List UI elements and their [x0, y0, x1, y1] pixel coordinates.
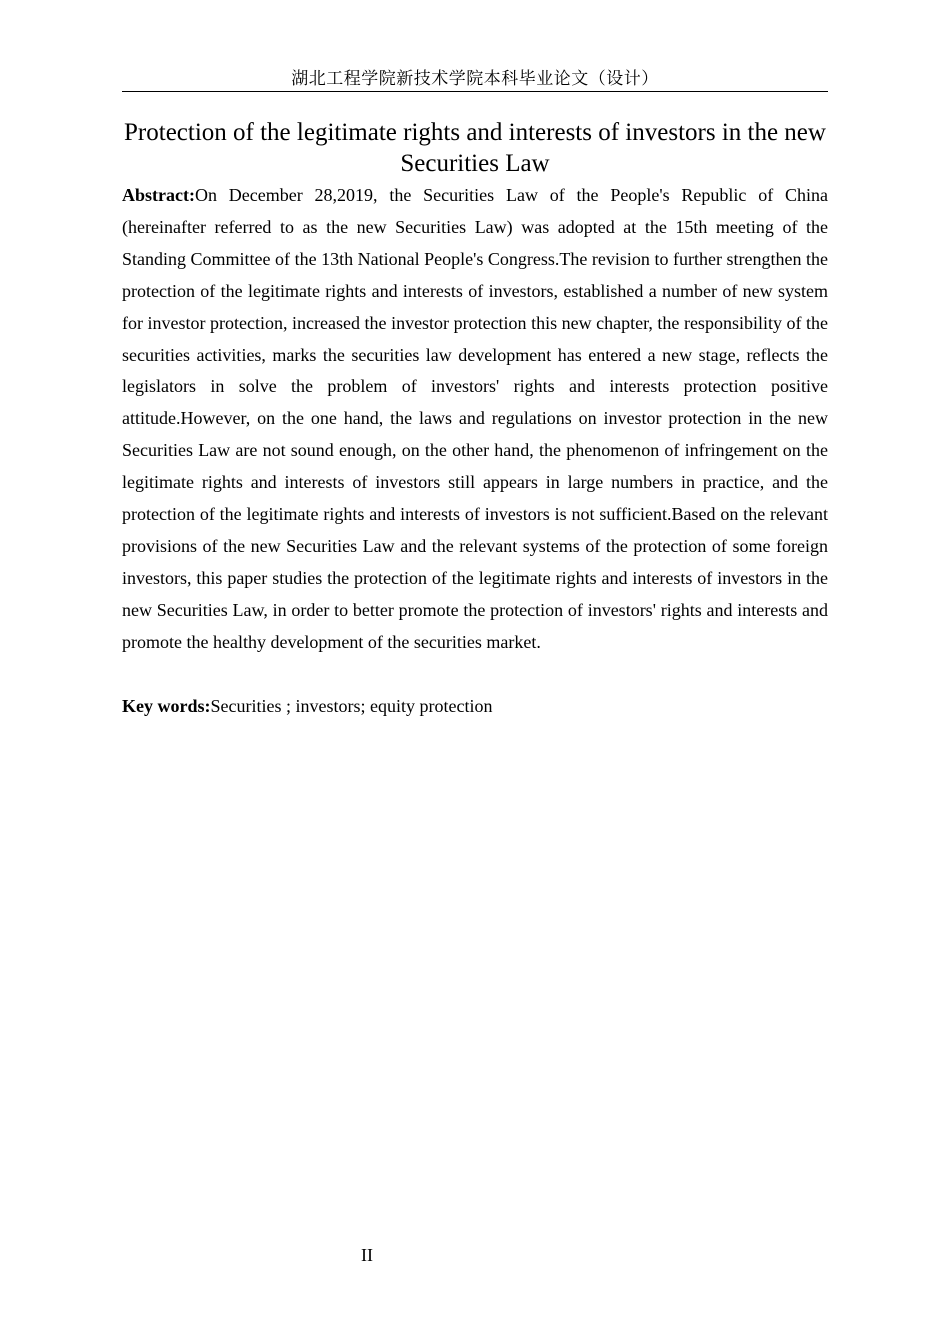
keywords-label: Key words:	[122, 696, 211, 716]
abstract-text: On December 28,2019, the Securities Law of the People's Republic of China (hereinafter referred to as the new Securities Law) was adopted at the 15th meeting of the Standing Committee of the 13th National People's Congress.The revision to further strengthen the protection of the legitimate rights and interests of investors, established a number of new system for investor protection, increased the investor protection this new chapter, the responsibility of the securities activities, marks the securities law development has entered a new stage, reflects the legislators in solve the problem of investors' rights and interests protection positive attitude.However, on the one hand, the laws and regulations on investor protection in the new Securities Law are not sound enough, on the other hand, the phenomenon of infringement on the legitimate rights and interests of investors still appears in large numbers in practice, and the protection of the legitimate rights and interests of investors is not sufficient.Based on the relevant provisions of the new Securities Law and the relevant systems of the protection of some foreign investors, this paper studies the protection of the legitimate rights and interests of investors in the new Securities Law, in order to better promote the protection of investors' rights and interests and promote the healthy development of the securities market.	[122, 185, 828, 652]
abstract-paragraph	[122, 180, 828, 659]
abstract-label: Abstract:	[122, 185, 195, 205]
keywords-text: Securities ; investors; equity protection	[210, 696, 493, 716]
running-header: 湖北工程学院新技术学院本科毕业论文（设计）	[291, 69, 659, 89]
page-number: II	[361, 1245, 373, 1265]
keywords-paragraph	[122, 691, 828, 723]
paper-title: Protection of the legitimate rights and interests of investors in the new Securities Law	[124, 119, 826, 177]
header-divider	[122, 91, 828, 92]
